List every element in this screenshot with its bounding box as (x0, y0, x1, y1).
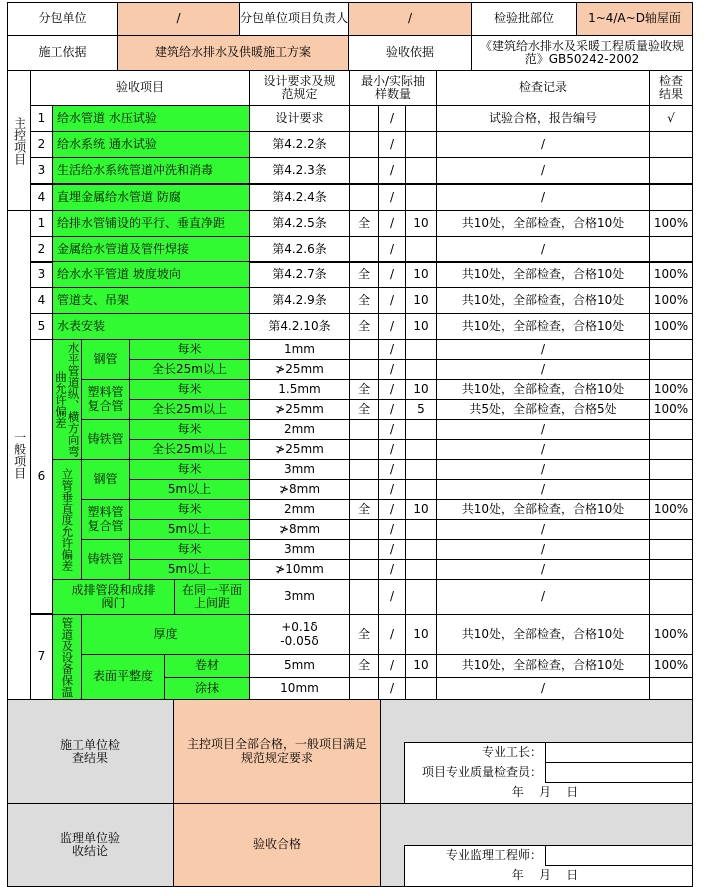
item7-paint-design: 10mm (249, 677, 350, 700)
engineer-label: 专业监理工程师： (445, 847, 542, 862)
item6-row-min: 全 (349, 379, 379, 400)
batch-label: 检验批部位 (471, 2, 577, 36)
sub-pm-label: 分包单位项目负责人 (239, 2, 349, 36)
item6-sub: 5m以上 (129, 479, 250, 500)
gen-item-name: 给水水平管道 坡度坡向 (52, 261, 250, 288)
item6-sub: 每米 (129, 459, 250, 480)
item6-row-design: ≯8mm (249, 479, 350, 500)
main-item-actual (405, 105, 437, 132)
item6-row-result (649, 459, 693, 480)
item7-paint-actual (405, 677, 437, 700)
item7-thickness-design: +0.1δ -0.05δ (249, 614, 350, 655)
main-item-name: 给水系统 通水试验 (52, 131, 250, 158)
item6-row-min (349, 519, 379, 540)
main-item-slash: / (378, 105, 406, 132)
item6-row-design: ≯25mm (249, 399, 350, 420)
item6-row-record: / (436, 419, 650, 440)
item7-thickness-record: 共10处，全部检查，合格10处 (436, 614, 650, 655)
item6-row-design: ≯25mm (249, 359, 350, 380)
gen-item-name: 管道支、吊架 (52, 287, 250, 314)
gen-item-design: 第4.2.5条 (249, 210, 350, 237)
main-item-slash: / (378, 184, 406, 211)
valve-min (349, 579, 379, 615)
main-item-design: 设计要求 (249, 105, 350, 132)
item6-row-min (349, 419, 379, 440)
gen-item-name: 给排水管铺设的平行、垂直净距 (52, 210, 250, 237)
item6-row-record: 共10处，全部检查，合格10处 (436, 499, 650, 520)
main-item-no: 1 (30, 105, 53, 132)
main-item-no: 4 (30, 184, 53, 211)
item7-roll-record: 共10处，全部检查，合格10处 (436, 654, 650, 678)
item7-roll: 卷材 (164, 654, 250, 678)
main-item-name: 给水管道 水压试验 (52, 105, 250, 132)
item7-roll-slash: / (378, 654, 406, 678)
item6-row-actual (405, 359, 437, 380)
item6-row-slash: / (378, 439, 406, 460)
accept-basis-value: 《建筑给水排水及采暖工程质量验收规范》GB50242-2002 (471, 35, 693, 71)
item6-row-record: / (436, 339, 650, 360)
item6-sub: 每米 (129, 379, 250, 400)
supervision-value[interactable]: 验收合格 (173, 803, 381, 887)
item6-row-record: 共10处，全部检查，合格10处 (436, 379, 650, 400)
gen-item-record: 共10处，全部检查，合格10处 (436, 210, 650, 237)
item6-row-actual (405, 519, 437, 540)
sub-unit-label: 分包单位 (7, 2, 118, 36)
main-item-record: / (436, 131, 650, 158)
item6-row-result: 100% (649, 399, 693, 420)
main-item-slash: / (378, 157, 406, 184)
item6-row-record: / (436, 459, 650, 480)
item6-row-slash: / (378, 519, 406, 540)
gen-item-no: 1 (30, 210, 53, 237)
qc-label: 项目专业质量检查员： (421, 764, 542, 779)
main-item-result (649, 157, 693, 184)
item6-row-min: 全 (349, 499, 379, 520)
item7-roll-min: 全 (349, 654, 379, 678)
main-item-name: 生活给水系统管道冲洗和消毒 (52, 157, 250, 184)
gen-item-no: 5 (30, 313, 53, 340)
item7-thickness-min: 全 (349, 614, 379, 655)
item6-row-actual (405, 339, 437, 360)
main-item-record: 试验合格，报告编号 (436, 105, 650, 132)
main-item-design: 第4.2.4条 (249, 184, 350, 211)
main-item-min (349, 184, 379, 211)
item7-paint-slash: / (378, 677, 406, 700)
gen-item-min: 全 (349, 313, 379, 340)
qc-field[interactable] (545, 762, 693, 783)
gen-item-result (649, 236, 693, 263)
construction-label: 施工单位检查结果 (60, 737, 120, 765)
valve-record: / (436, 579, 650, 615)
gen-item-name: 水表安装 (52, 313, 250, 340)
main-item-result: √ (649, 105, 693, 132)
item6-row-actual (405, 539, 437, 560)
main-item-actual (405, 131, 437, 158)
basis-value[interactable]: 建筑给水排水及供暖施工方案 (117, 35, 349, 71)
gen-item-slash: / (378, 261, 406, 288)
item6-mat-iron-2: 铸铁管 (81, 539, 130, 580)
gen-item-actual (405, 236, 437, 263)
item7-label: 管道及设备保温 (52, 614, 82, 700)
main-item-name: 直埋金属给水管道 防腐 (52, 184, 250, 211)
item6-row-slash: / (378, 499, 406, 520)
gen-item-actual: 10 (405, 210, 437, 237)
construction-date: 年 月 日 (511, 784, 579, 799)
item6-row-result (649, 339, 693, 360)
item6-row-min (349, 339, 379, 360)
item6-row-design: ≯25mm (249, 439, 350, 460)
item6-row-design: 2mm (249, 499, 350, 520)
gen-item-design: 第4.2.9条 (249, 287, 350, 314)
item6-row-result (649, 539, 693, 560)
item6-row-record: / (436, 359, 650, 380)
gen-item-slash: / (378, 287, 406, 314)
gen-item-design: 第4.2.7条 (249, 261, 350, 288)
accept-basis-label: 验收依据 (348, 35, 472, 71)
item6-row-slash: / (378, 459, 406, 480)
item6-sub: 5m以上 (129, 519, 250, 540)
item6-row-result: 100% (649, 499, 693, 520)
item6-row-design: 2mm (249, 419, 350, 440)
item6-mat-plastic-1: 塑料管复合管 (81, 379, 130, 420)
sub-unit-value[interactable]: / (117, 2, 240, 36)
item6-row-min (349, 539, 379, 560)
gen-item-actual: 10 (405, 313, 437, 340)
item6-row-min (349, 359, 379, 380)
foreman-field[interactable] (545, 743, 693, 763)
item6-row-record: / (436, 479, 650, 500)
item6-row-slash: / (378, 419, 406, 440)
main-item-record: / (436, 184, 650, 211)
col-item: 验收项目 (30, 70, 250, 106)
item6-row-min (349, 559, 379, 580)
item6-row-record: / (436, 539, 650, 560)
item6-horiz-label: 水平管道纵、横方向弯曲允许偏差 (52, 339, 82, 460)
item6-row-min (349, 459, 379, 480)
item6-row-actual (405, 559, 437, 580)
item6-row-actual (405, 439, 437, 460)
main-item-actual (405, 157, 437, 184)
item6-row-result (649, 359, 693, 380)
main-item-actual (405, 184, 437, 211)
valve-result (649, 579, 693, 615)
gen-item-slash: / (378, 210, 406, 237)
item6-sub: 每米 (129, 499, 250, 520)
gen-item-design: 第4.2.6条 (249, 236, 350, 263)
main-item-design: 第4.2.2条 (249, 131, 350, 158)
foreman-label: 专业工长： (481, 744, 542, 759)
item7-paint-record: / (436, 677, 650, 700)
item7-paint-min (349, 677, 379, 700)
item6-row-result (649, 519, 693, 540)
gen-item-min: 全 (349, 210, 379, 237)
main-item-min (349, 157, 379, 184)
batch-value[interactable]: 1~4/A~D轴屋面 (576, 2, 693, 36)
item6-no: 6 (30, 339, 53, 614)
item6-mat-plastic-2: 塑料管复合管 (81, 499, 130, 540)
gen-item-record: 共10处，全部检查，合格10处 (436, 261, 650, 288)
item6-row-slash: / (378, 399, 406, 420)
item7-thickness-result: 100% (649, 614, 693, 655)
item6-row-slash: / (378, 379, 406, 400)
item7-thickness: 厚度 (81, 614, 250, 655)
col-result: 检查结果 (649, 70, 693, 106)
item6-row-record: 共5处，全部检查，合格5处 (436, 399, 650, 420)
main-item-no: 2 (30, 131, 53, 158)
gen-item-slash: / (378, 313, 406, 340)
item6-row-result: 100% (649, 379, 693, 400)
item6-row-actual: 5 (405, 399, 437, 420)
item7-roll-result: 100% (649, 654, 693, 678)
item7-thickness-actual: 10 (405, 614, 437, 655)
gen-item-no: 2 (30, 236, 53, 263)
item6-row-actual: 10 (405, 379, 437, 400)
item6-row-slash: / (378, 539, 406, 560)
item7-paint: 涂抹 (164, 677, 250, 700)
item6-sub: 每米 (129, 339, 250, 360)
gen-item-record: / (436, 236, 650, 263)
valve-actual (405, 579, 437, 615)
gen-item-result: 100% (649, 261, 693, 288)
supervision-label: 监理单位验收结论 (60, 830, 120, 858)
main-item-result (649, 184, 693, 211)
item7-thickness-slash: / (378, 614, 406, 655)
item6-row-result (649, 419, 693, 440)
item6-sub: 全长25m以上 (129, 399, 250, 420)
item6-mat-iron-1: 铸铁管 (81, 419, 130, 460)
main-item-min (349, 105, 379, 132)
main-item-min (349, 131, 379, 158)
item6-row-record: / (436, 439, 650, 460)
item6-row-result (649, 479, 693, 500)
gen-item-result: 100% (649, 287, 693, 314)
item7-paint-result (649, 677, 693, 700)
item6-row-actual (405, 479, 437, 500)
supervision-date: 年 月 日 (511, 867, 579, 882)
item6-row-slash: / (378, 339, 406, 360)
item7-roll-design: 5mm (249, 654, 350, 678)
item6-sub: 每米 (129, 419, 250, 440)
gen-item-result: 100% (649, 313, 693, 340)
basis-label: 施工依据 (7, 35, 118, 71)
item6-row-actual (405, 419, 437, 440)
item6-row-design: 3mm (249, 539, 350, 560)
item6-row-result (649, 439, 693, 460)
item6-row-slash: / (378, 359, 406, 380)
item6-row-min (349, 439, 379, 460)
group-general-label: 一般项目 (7, 210, 31, 700)
gen-item-name: 金属给水管道及管件焊接 (52, 236, 250, 263)
gen-item-min (349, 236, 379, 263)
valve-sub: 在同一平面上间距 (174, 579, 250, 615)
item6-row-design: 3mm (249, 459, 350, 480)
main-item-slash: / (378, 131, 406, 158)
item6-sub: 全长25m以上 (129, 439, 250, 460)
item6-row-result (649, 559, 693, 580)
item6-sub: 5m以上 (129, 559, 250, 580)
item6-row-record: / (436, 559, 650, 580)
valve-name: 成排管段和成排阀门 (52, 579, 175, 615)
item6-sub: 全长25m以上 (129, 359, 250, 380)
gen-item-min: 全 (349, 287, 379, 314)
main-item-result (649, 131, 693, 158)
item6-row-actual (405, 459, 437, 480)
gen-item-design: 第4.2.10条 (249, 313, 350, 340)
group-main-label: 主控项目 (7, 70, 31, 211)
item6-sub: 每米 (129, 539, 250, 560)
col-record: 检查记录 (436, 70, 650, 106)
main-item-record: / (436, 157, 650, 184)
gen-item-actual: 10 (405, 287, 437, 314)
main-item-no: 3 (30, 157, 53, 184)
item6-row-min (349, 479, 379, 500)
col-sample: 最小/实际抽样数量 (349, 70, 437, 106)
gen-item-record: 共10处，全部检查，合格10处 (436, 287, 650, 314)
gen-item-slash: / (378, 236, 406, 263)
item6-row-design: ≯10mm (249, 559, 350, 580)
item6-row-design: ≯8mm (249, 519, 350, 540)
construction-value[interactable]: 主控项目全部合格，一般项目满足规范规定要求 (173, 699, 381, 804)
item6-row-slash: / (378, 479, 406, 500)
item6-mat-steel-1: 钢管 (81, 339, 130, 380)
gen-item-result: 100% (649, 210, 693, 237)
item7-flat-label: 表面平整度 (81, 654, 165, 700)
item7-roll-actual: 10 (405, 654, 437, 678)
engineer-field[interactable] (545, 845, 693, 866)
item7-no: 7 (30, 614, 53, 700)
gen-item-no: 4 (30, 287, 53, 314)
item6-vert-label: 立管垂直度允许偏差 (52, 459, 82, 580)
sub-pm-value[interactable]: / (348, 2, 472, 36)
gen-item-record: 共10处，全部检查，合格10处 (436, 313, 650, 340)
item6-row-design: 1mm (249, 339, 350, 360)
gen-item-actual: 10 (405, 261, 437, 288)
main-item-design: 第4.2.3条 (249, 157, 350, 184)
gen-item-min: 全 (349, 261, 379, 288)
item6-row-design: 1.5mm (249, 379, 350, 400)
item6-mat-steel-2: 钢管 (81, 459, 130, 500)
item6-row-actual: 10 (405, 499, 437, 520)
gen-item-no: 3 (30, 261, 53, 288)
valve-design: 3mm (249, 579, 350, 615)
item6-row-min: 全 (349, 399, 379, 420)
item6-row-record: / (436, 519, 650, 540)
valve-slash: / (378, 579, 406, 615)
item6-row-slash: / (378, 559, 406, 580)
col-design: 设计要求及规范规定 (249, 70, 350, 106)
